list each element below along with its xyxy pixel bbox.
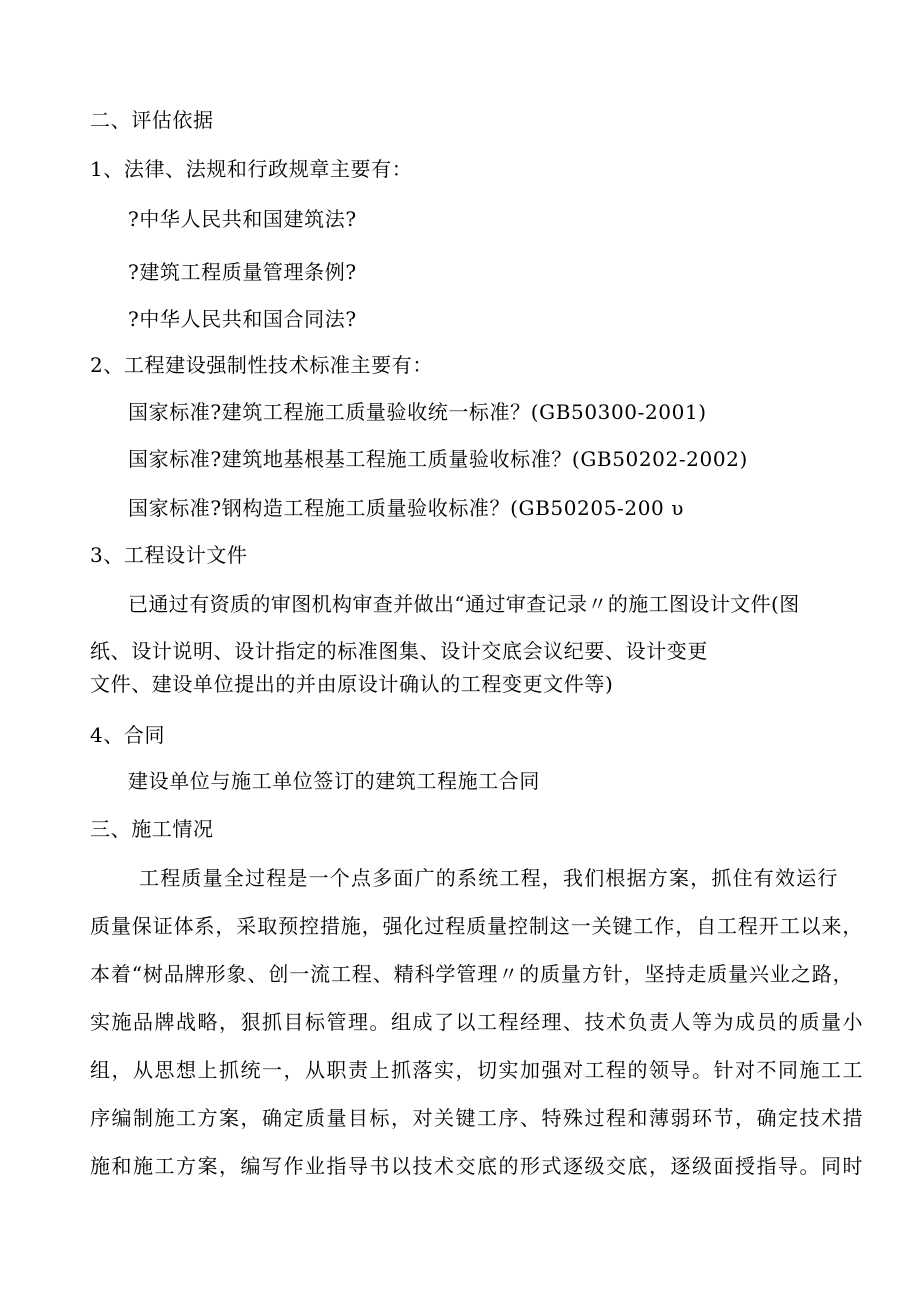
subheading-contract: 4、合同 bbox=[90, 723, 166, 747]
paragraph-line: 施和施工方案，编写作业指导书以技术交底的形式逐级交底，逐级面授指导。同时 bbox=[90, 1154, 864, 1178]
subheading-laws: 1、法律、法规和行政规章主要有： bbox=[90, 157, 413, 181]
paragraph-line: 实施品牌战略，狠抓目标管理。组成了以工程经理、技术负责人等为成员的质量小 bbox=[90, 1010, 864, 1034]
subheading-standards: 2、工程建设强制性技术标准主要有： bbox=[90, 353, 433, 377]
subheading-design-files: 3、工程设计文件 bbox=[90, 543, 248, 567]
paragraph-line: 已通过有资质的审图机构审查并做出“通过审查记录〃的施工图设计文件(图 bbox=[128, 592, 800, 616]
paragraph-line: 文件、建设单位提出的并由原设计确认的工程变更文件等) bbox=[90, 672, 614, 696]
paragraph-line: 本着“树品牌形象、创一流工程、精科学管理〃的质量方针，坚持走质量兴业之路， bbox=[90, 962, 854, 986]
section-heading-basis: 二、评估依据 bbox=[90, 108, 214, 132]
list-item: ?中华人民共和国建筑法? bbox=[128, 207, 357, 231]
list-item: ?建筑工程质量管理条例? bbox=[128, 260, 357, 284]
list-item: 国家标准?钢构造工程施工质量验收标准？(GB50205-200 υ bbox=[128, 496, 685, 520]
paragraph-line: 建设单位与施工单位签订的建筑工程施工合同 bbox=[128, 769, 540, 793]
list-item: 国家标准?建筑地基根基工程施工质量验收标准？(GB50202-2002) bbox=[128, 447, 748, 471]
list-item: 国家标准?建筑工程施工质量验收统一标准？(GB50300-2001) bbox=[128, 400, 707, 424]
paragraph-line: 工程质量全过程是一个点多面广的系统工程，我们根据方案，抓住有效运行 bbox=[139, 866, 839, 890]
paragraph-line: 纸、设计说明、设计指定的标准图集、设计交底会议纪要、设计变更 bbox=[90, 639, 708, 663]
paragraph-line: 序编制施工方案，确定质量目标，对关键工序、特殊过程和薄弱环节，确定技术措 bbox=[90, 1106, 864, 1130]
list-item: ?中华人民共和国合同法? bbox=[128, 307, 357, 331]
section-heading-construction: 三、施工情况 bbox=[90, 817, 214, 841]
paragraph-line: 质量保证体系，采取预控措施，强化过程质量控制这一关键工作，自工程开工以来， bbox=[90, 914, 864, 938]
paragraph-line: 组，从思想上抓统一，从职责上抓落实，切实加强对工程的领导。针对不同施工工 bbox=[90, 1058, 864, 1082]
